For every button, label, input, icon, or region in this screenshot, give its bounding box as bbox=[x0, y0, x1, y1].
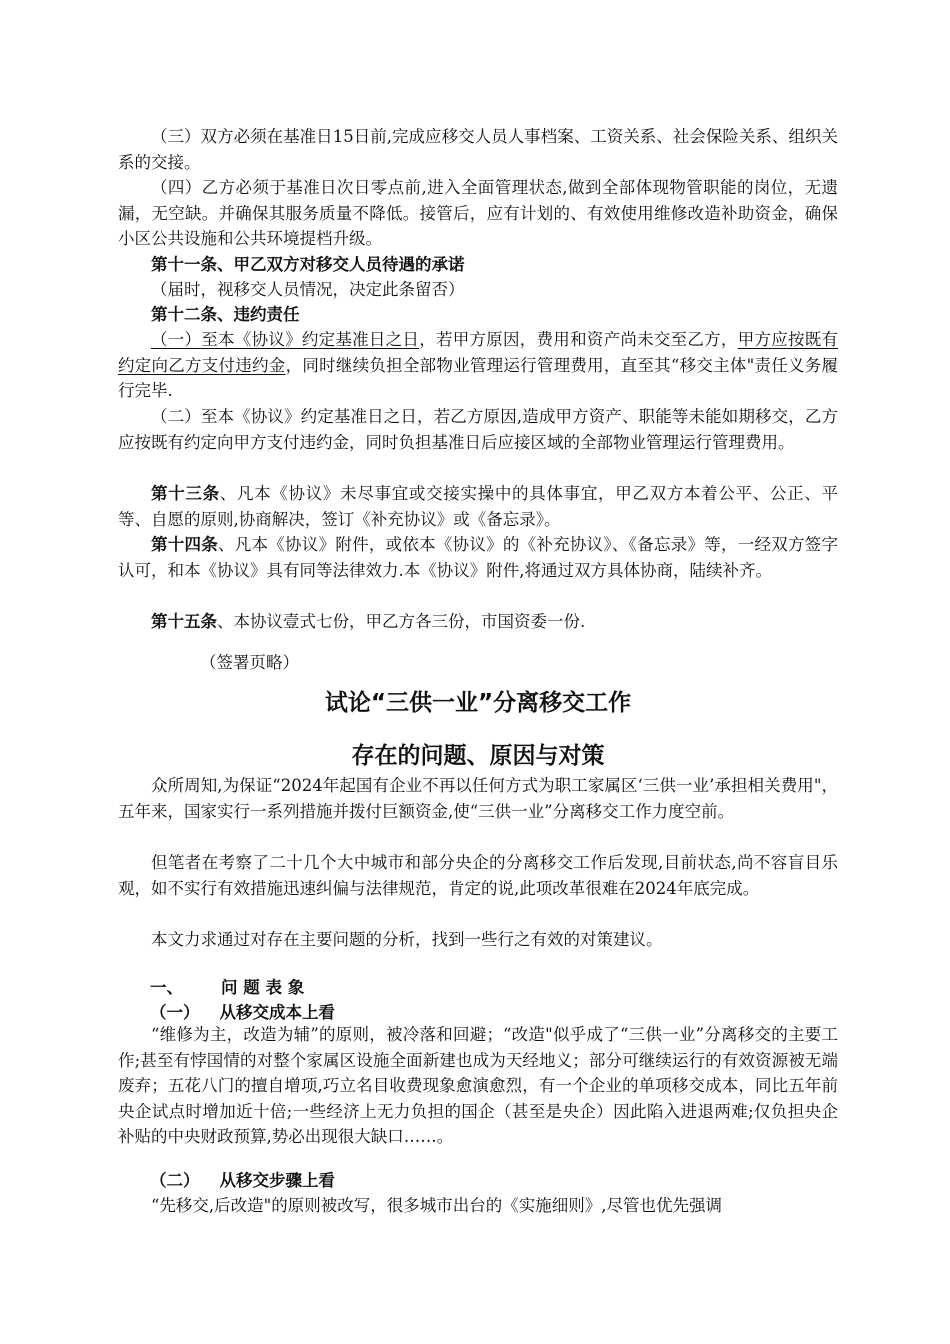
underlined-text: （一）至本《协议》约定基准日之日 bbox=[151, 330, 420, 349]
section-number: 一、 bbox=[150, 978, 183, 997]
subsection-number: （一） bbox=[150, 1003, 200, 1022]
subsection-title: 从移交步骤上看 bbox=[219, 1171, 335, 1190]
article-title-line-2: 存在的问题、原因与对策 bbox=[351, 743, 605, 769]
intro-paragraph-3: 本文力求通过对存在主要问题的分析，找到一些行之有效的对策建议。 bbox=[151, 930, 663, 949]
article-11-note: （届时，视移交人员情况，决定此条留否） bbox=[151, 280, 465, 299]
section-1-heading bbox=[150, 975, 304, 1000]
article-title-line-1: 试论“三供一业”分离移交工作 bbox=[324, 690, 632, 716]
subsection-1-text: “维修为主，改造为辅”的原则，被冷落和回避；“改造"似乎成了“三供一业”分离移交的主要工作;甚至有悖国情的对整个家属区设施全面新建也成为天经地义；部分可继续运行的有效资源被无端废弃；五花八门的擅自增项,巧立名目收费现象愈演愈烈，有一个企业的单项移交成本，同比五年前央企试点时增加近十倍;一些经济上无力负担的国企（甚至是央企）因此陷入进退两难;仅负担央企补贴的中央财政预算,势必出现很大缺口……。 bbox=[118, 1025, 838, 1146]
subsection-number: （二） bbox=[150, 1171, 200, 1190]
article-13-label: 第十三条 bbox=[151, 484, 220, 503]
intro-paragraph-2: 但笔者在考察了二十几个大中城市和部分央企的分离移交工作后发现,目前状态,尚不容盲目乐观，如不实行有效措施迅速纠偏与法律规范，肯定的说,此项改革很难在2024年底完成。 bbox=[118, 853, 838, 898]
article-15-text: 、本协议壹式七份，甲乙方各三份，市国资委一份. bbox=[217, 612, 586, 631]
intro-paragraph-1: 众所周知,为保证“2024年起国有企业不再以任何方式为职工家属区‘三供一业’承担相关费用"，五年来，国家实行一系列措施并拨付巨额资金,使“三供一业”分离移交工作力度空前。 bbox=[118, 776, 838, 821]
underlined-text: 甲方应按既有约定向乙方支付违约金 bbox=[118, 330, 839, 375]
article-15-paragraph bbox=[118, 609, 838, 635]
article-14-label: 第十四条 bbox=[151, 535, 219, 554]
subsection-title: 从移交成本上看 bbox=[219, 1003, 335, 1022]
article-14-text: 、凡本《协议》附件，或依本《协议》的《补充协议》、《备忘录》等，一经双方签字认可，和本《协议》具有同等法律效力.本《协议》附件,将通过双方具体协商，陆续补齐。 bbox=[118, 535, 839, 580]
article-11-heading: 第十一条、甲乙双方对移交人员待遇的承诺 bbox=[151, 255, 465, 274]
signature-note: （签署页略） bbox=[200, 653, 299, 672]
article-12-clause-2: （二）至本《协议》约定基准日之日，若乙方原因,造成甲方资产、职能等未能如期移交，乙方应按既有约定向甲方支付违约金，同时负担基准日后应接区域的全部物业管理运行管理费用。 bbox=[118, 407, 838, 452]
clause-3-paragraph: （三）双方必须在基准日15日前,完成应移交人员人事档案、工资关系、社会保险关系、组织关系的交接。 bbox=[118, 127, 838, 172]
article-13-text: 、凡本《协议》未尽事宜或交接实操中的具体事宜，甲乙双方本着公平、公正、平等、自愿的原则,协商解决，签订《补充协议》或《备忘录》。 bbox=[118, 484, 839, 529]
clause-text: ，同时继续负担全部物业管理运行管理费用，直至其“移交主体"责任义务履行完毕. bbox=[118, 355, 839, 400]
subsection-2-heading bbox=[150, 1168, 335, 1193]
article-12-clause-1 bbox=[118, 327, 838, 404]
subsection-2-text: “先移交,后改造"的原则被改写，很多城市出台的《实施细则》,尽管也优先强调 bbox=[151, 1196, 723, 1215]
clause-4-paragraph: （四）乙方必须于基准日次日零点前,进入全面管理状态,做到全部体现物管职能的岗位，无遗漏，无空缺。并确保其服务质量不降低。接管后，应有计划的、有效使用维修改造补助资金，确保小区公共设施和公共环境提档升级。 bbox=[118, 178, 838, 248]
section-title: 问 题 表 象 bbox=[221, 978, 305, 997]
article-15-label: 第十五条 bbox=[151, 612, 217, 631]
article-12-heading: 第十二条、违约责任 bbox=[151, 305, 300, 324]
clause-text: ，若甲方原因，费用和资产尚未交至乙方， bbox=[419, 330, 738, 349]
article-14-paragraph bbox=[118, 532, 838, 583]
article-13-paragraph bbox=[118, 481, 838, 532]
